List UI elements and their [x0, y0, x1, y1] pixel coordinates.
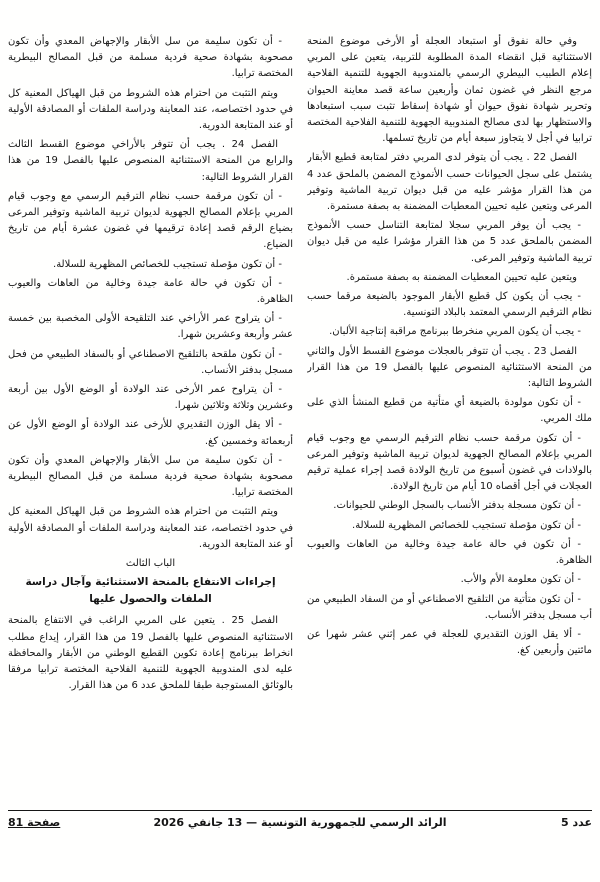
bullet-born-on-farm: - أن تكون مولودة بالضيعة أي متأتية من قطيع المنشأ الذي على ملك المربي.	[307, 397, 592, 425]
column-left	[8, 34, 293, 808]
bullet-milk-monitoring-program: - يجب أن يكون المربي منخرطا ببرنامج مراقبة إنتاجية الألبان.	[329, 326, 581, 338]
bullet-first-calving-age: - أن يتراوح عمر الأرخى عند الولادة أو الوضع الأول بين أربعة وعشرين وثلاثة وثلاثين شهرا.	[8, 384, 293, 412]
para-update-data: ويتعين عليه تحيين المعطيات المضمنة به بصفة مستمرة.	[346, 271, 577, 283]
article-25-paragraph: الفصل 25 . يتعين على المربي الراغب في الانتفاع بالمنحة الاستثنائية المنصوص عليها بالفصل 19 من هذا القرار، إيداع مطلب انخراط ببرنامج إعادة تكوين القطيع الوطني من الأبقار والمحافظة عليه لدى المندوبية الجهوية للتنمية الفلاحية المختصة ترابيا مرفقا بالوثائق المستوجبة طبقا للملحق عدد 6 من هذا القرار.	[8, 615, 293, 692]
para-verification-of-conditions: ويتم التثبت من احترام هذه الشروط من قبل الهياكل المعنية كل في حدود اختصاصه، عند المعاينة ودراسة الملفات أو المصادقة الأولية أو عند المتابعة الدورية.	[8, 506, 293, 550]
bullet-reproduction-register: - يجب أن يوفر المربي سجلا لمتابعة التناسل حسب الأنموذج المضمن بالملحق عدد 5 من هذا القرار مؤشرا عليه من قبل ديوان تربية الماشية وتوفير المرعى.	[307, 220, 592, 264]
footer-page-number: صفحة 81	[8, 816, 61, 829]
article-22-paragraph: الفصل 22 . يجب أن يتوفر لدى المربي دفتر لمتابعة قطيع الأبقار يشتمل على سجل الحيوانات حسب الأنموذج المضمن بالملحق عدد 4 من هذا القرار مؤشر عليه من قبل ديوان تربية الماشية وتوفير المرعى ويتعين عليه تحيين المعطيات المضمنة به بصفة مستمرة.	[307, 152, 592, 213]
bullet-artificial-insemination: - أن تكون متأتية من التلقيح الاصطناعي أو من السفاد الطبيعي من أب مسجل بدفتر الأنساب.	[307, 593, 592, 621]
chapter-three-heading: الباب الثالث	[125, 558, 176, 570]
bullet-minimum-weight-heifer: - ألا يقل الوزن التقديري للعجلة في عمر إثني عشر شهرا عن مائتين وأربعين كغ.	[307, 628, 592, 657]
bullet-official-numbering-births: - أن تكون مرقمة حسب نظام الترقيم الرسمي مع وجوب قيام المربي بإعلام المصالح الجهوية لديوان تربية الماشية وتوفير المرعى بالولادات في غضون أسبوع من تاريخ الولادة قصد إجراء عملية ترقيم العجلات في أجل أقصاه 10 أيام من تاريخ الولادة.	[307, 432, 592, 493]
footer-journal-title: الرائد الرسمي للجمهورية التونسية — 13 جانفي 2026	[153, 816, 447, 829]
bullet-inseminated-by-registered-sire: - أن تكون ملقحة بالتلقيح الاصطناعي أو بالسفاد الطبيعي من فحل مسجل بدفتر الأنساب.	[8, 348, 293, 376]
bullet-good-general-condition: - أن تكون في حالة عامة جيدة وخالية من العاهات والعيوب الظاهرة.	[307, 538, 592, 567]
bullet-numbering-lost-tag: - أن تكون مرقمة حسب نظام الترقيم الرسمي مع وجوب قيام المربي بإعلام المصالح الجهوية لديوان تربية الماشية وتوفير المرعى بضياع الرقم قصد إعادة ترقيمها في غضون عشرة أيام من تاريخ الضياع.	[8, 190, 293, 251]
text-columns	[8, 34, 592, 808]
section-title-procedures: إجراءات الانتفاع بالمنحة الاستثنائية وآجال دراسة الملفات والحصول عليها	[25, 576, 276, 606]
bullet-herd-numbering: - يجب أن يكون كل قطيع الأبقار الموجود بالضيعة مرقما حسب نظام الترقيم الرسمي المعتمد بالبلاد التونسية.	[307, 291, 592, 319]
bullet-free-of-disease: - أن تكون سليمة من سل الأبقار والإجهاض المعدي وأن تكون مصحوبة بشهادة صحية فردية مسلمة من قبل المصالح البيطرية المختصة ترابيا.	[8, 36, 293, 80]
column-right	[307, 34, 592, 808]
bullet-good-general-condition: - أن تكون في حالة عامة جيدة وخالية من العاهات والعيوب الظاهرة.	[8, 277, 293, 306]
bullet-known-parents: - أن تكون معلومة الأم والأب.	[460, 574, 581, 586]
bullet-first-insemination-age: - أن يتراوح عمر الأراخي عند التلقيحة الأولى المخصبة بين خمسة عشر وأربعة وعشرين شهرا.	[8, 313, 293, 341]
bullet-free-of-disease: - أن تكون سليمة من سل الأبقار والإجهاض المعدي وأن تكون مصحوبة بشهادة صحية فردية مسلمة من قبل المصالح البيطرية المختصة ترابيا.	[8, 454, 293, 499]
para-verification-of-conditions: ويتم التثبت من احترام هذه الشروط من قبل الهياكل المعنية كل في حدود اختصاصه، عند المعاينة ودراسة الملفات أو المصادقة الأولية أو عند المتابعة الدورية.	[8, 87, 293, 132]
article-23-paragraph: الفصل 23 . يجب أن تتوفر بالعجلات موضوع القسط الأول والثاني من المنحة الاستثنائية المنصوص عليها بالفصل 19 من هذا القرار الشروط التالية:	[307, 345, 592, 390]
footer-issue-number: عدد 5	[561, 816, 592, 829]
bullet-minimum-weight-cow: - ألا يقل الوزن التقديري للأرخى عند الولادة أو الوضع الأول عن أربعمائة وخمسين كغ.	[8, 419, 293, 447]
para-animal-death-exclusion: وفي حالة نفوق أو استبعاد العجلة أو الأرخى موضوع المنحة الاستثنائية قبل انقضاء المدة المطلوبة للتربية، يتعين على المربي إعلام الطبيب البيطري الرسمي بالمندوبية الجهوية للتنمية الفلاحية مرجع النظر في غضون ثمان وأربعين ساعة قصد معاينة الحيوان وتحرير شهادة نفوق حيوان أو شهادة إسقاط تثبت سبب استبعادها والاستظهار بها لدى مصالح المندوبية الجهوية للتنمية الفلاحية المختصة ترابيا في أجل لا يتجاوز سبعة أيام من تاريخ تسلمها.	[307, 36, 592, 145]
bullet-breed-characteristics: - أن تكون مؤصلة تستجيب للخصائص المظهرية للسلالة.	[53, 258, 282, 270]
bullet-breed-characteristics: - أن تكون مؤصلة تستجيب للخصائص المظهرية للسلالة.	[352, 519, 581, 531]
page-footer	[8, 810, 592, 829]
bullet-pedigree-national-register: - أن تكون مسجلة بدفتر الأنساب بالسجل الوطني للحيوانات.	[333, 500, 581, 512]
article-24-paragraph: الفصل 24 . يجب أن تتوفر بالأراخي موضوع القسط الثالث والرابع من المنحة الاستثنائية المنصوص عليها بالفصل 19 من هذا القرار الشروط التالية:	[8, 139, 293, 183]
